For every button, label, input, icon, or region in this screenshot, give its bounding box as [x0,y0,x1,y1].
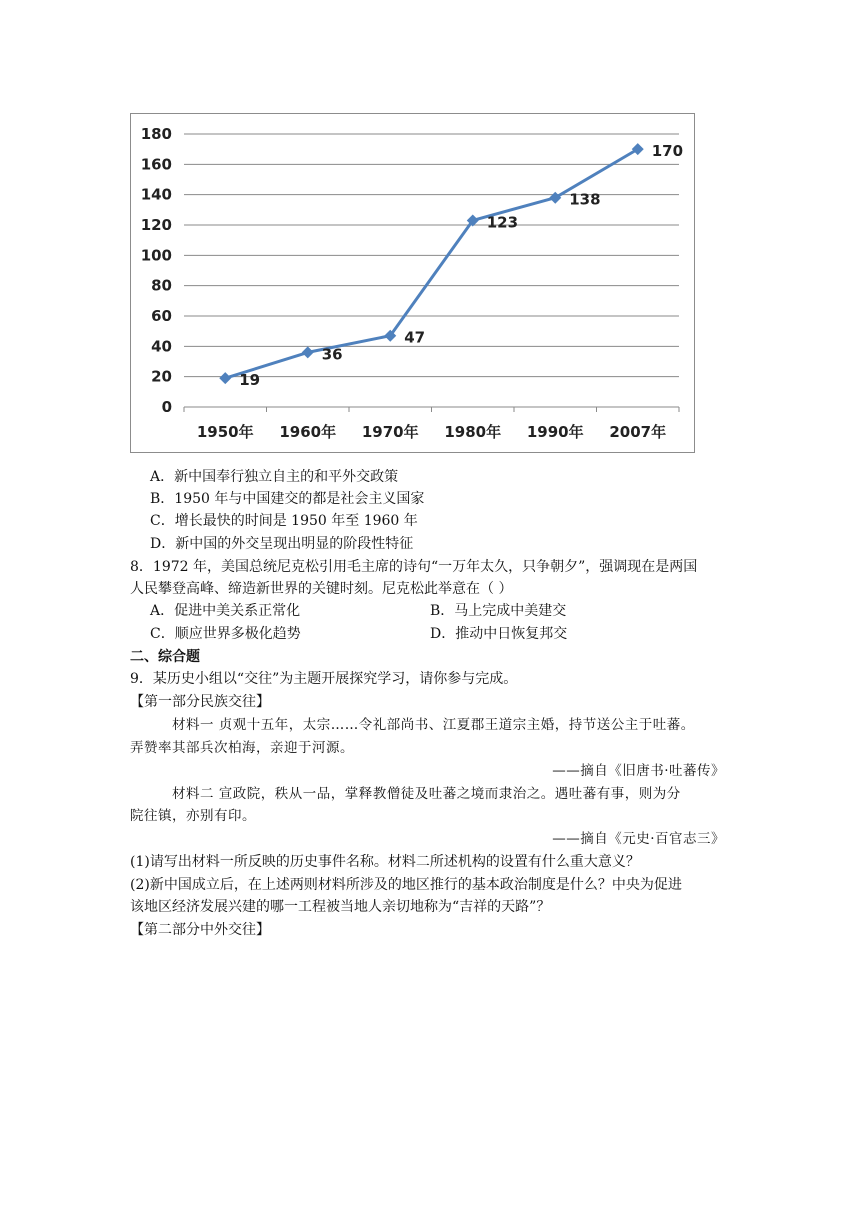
material1-source: ——摘自《旧唐书·吐蕃传》 [552,763,725,779]
q7-option-b: B．1950 年与中国建交的都是社会主义国家 [150,491,425,507]
data-point-marker [302,346,314,358]
q7-option-c: C．增长最快的时间是 1950 年至 1960 年 [150,513,418,529]
subquestion-2-line1: (2)新中国成立后，在上述两则材料所涉及的地区推行的基本政治制度是什么？中央为促进 [130,877,682,893]
q8-stem-line1: 8．1972 年，美国总统尼克松引用毛主席的诗句“一万年太久，只争朝夕”，强调现在是两国 [130,559,698,575]
q8-option-b: B．马上完成中美建交 [430,603,567,619]
data-point-marker [219,372,231,384]
y-tick-label: 80 [151,276,172,295]
material2-line2: 院往镇，亦别有印。 [130,808,256,824]
x-tick-label: 2007年 [609,423,667,441]
data-label: 19 [239,371,261,390]
y-tick-label: 120 [140,216,172,234]
y-tick-label: 40 [151,337,172,356]
q7-option-a: A．新中国奉行独立自主的和平外交政策 [150,469,399,485]
subquestion-1: (1)请写出材料一所反映的历史事件名称。材料二所述机构的设置有什么重大意义？ [130,854,640,870]
series-line [225,149,638,378]
q8-option-d: D．推动中日恢复邦交 [430,626,568,642]
data-label: 36 [321,345,343,364]
data-label: 138 [569,190,601,209]
y-tick-label: 20 [151,367,172,386]
x-tick-label: 1950年 [196,423,254,441]
y-tick-label: 160 [140,155,172,174]
y-tick-label: 100 [140,246,172,265]
q8-option-a: A．促进中美关系正常化 [150,603,301,619]
line-chart [130,113,695,453]
y-tick-label: 140 [140,185,172,204]
q8-option-c: C．顺应世界多极化趋势 [150,626,301,642]
y-tick-label: 60 [151,307,172,325]
data-label: 170 [651,142,684,161]
x-tick-label: 1990年 [526,423,584,441]
subquestion-2-line2: 该地区经济发展兴建的哪一工程被当地人亲切地称为“吉祥的天路”？ [130,899,551,915]
data-label: 47 [404,328,426,347]
q7-option-d: D．新中国的外交呈现出明显的阶段性特征 [150,536,414,552]
part2-heading: 【第二部分中外交往】 [130,922,270,938]
q8-stem-line2: 人民攀登高峰、缔造新世界的关键时刻。尼克松此举意在（ ） [130,581,513,597]
material1-line1: 材料一 贞观十五年，太宗……令礼部尚书、江夏郡王道宗主婚，持节送公主于吐蕃。 [172,717,695,733]
data-label: 123 [486,213,519,232]
chart-canvas [131,114,696,454]
x-tick-label: 1980年 [444,423,502,441]
material2-line1: 材料二 宣政院，秩从一品，掌释教僧徒及吐蕃之境而隶治之。遇吐蕃有事，则为分 [172,786,681,802]
q9-stem: 9．某历史小组以“交往”为主题开展探究学习，请你参与完成。 [130,671,518,687]
y-tick-label: 0 [161,398,172,416]
x-tick-label: 1970年 [361,423,419,441]
part1-heading: 【第一部分民族交往】 [130,694,270,710]
material2-source: ——摘自《元史·百官志三》 [552,831,725,847]
x-tick-label: 1960年 [279,423,337,441]
material1-line2: 弄赞率其部兵次柏海，亲迎于河源。 [130,740,354,756]
y-tick-label: 180 [140,125,172,143]
section-heading: 二、综合题 [130,649,200,665]
